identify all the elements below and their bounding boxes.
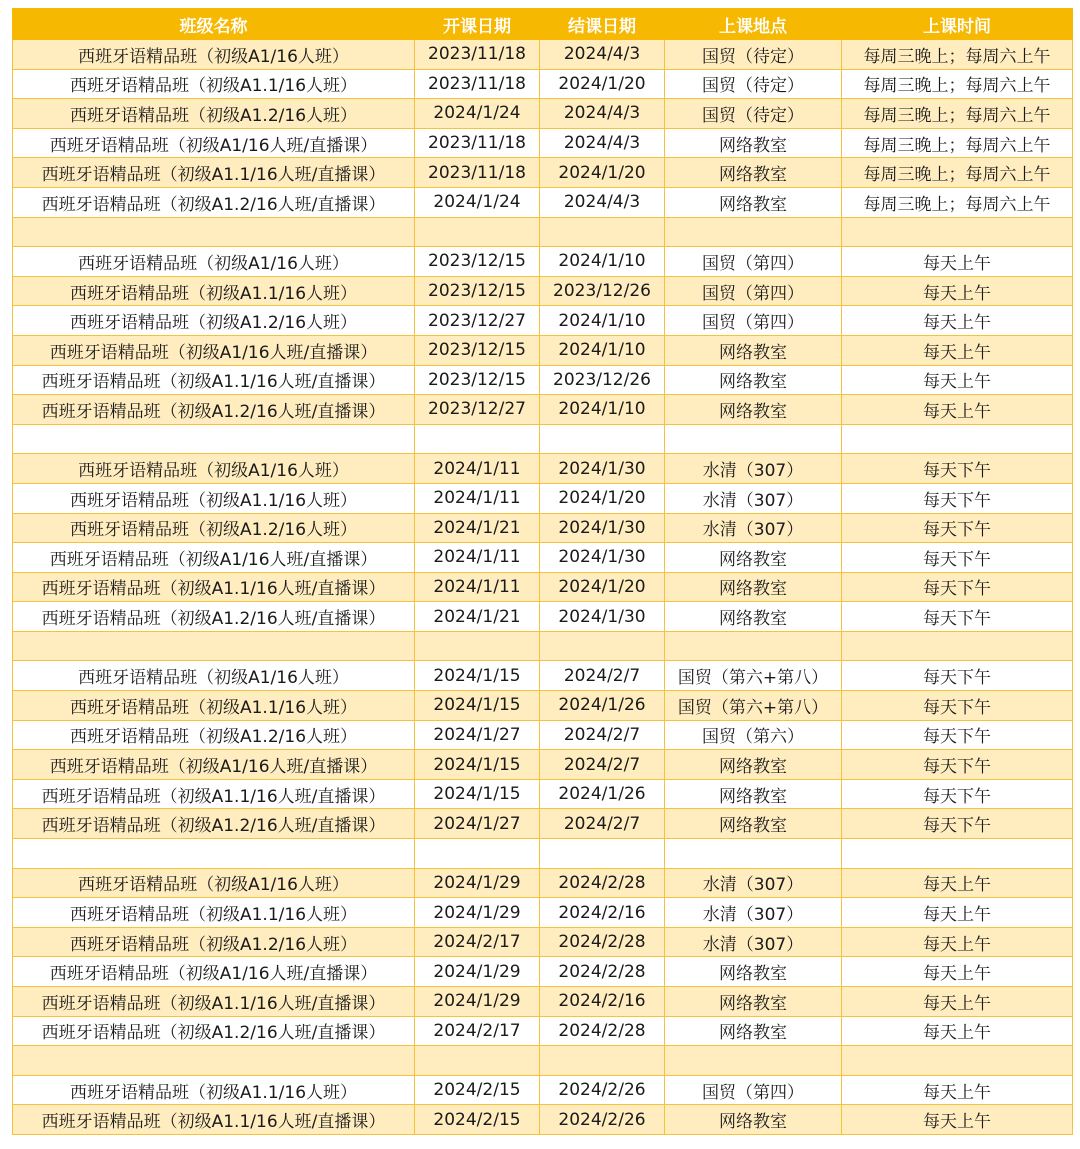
table-row — [13, 868, 1073, 898]
cell-end-date: 2024/2/16 — [540, 898, 665, 928]
cell-end-date: 2024/1/30 — [540, 543, 665, 573]
cell-start-date: 2024/1/11 — [415, 543, 540, 573]
table-row — [13, 40, 1073, 70]
cell-start-date: 2024/1/11 — [415, 483, 540, 513]
col-header-end-date: 结课日期 — [540, 9, 665, 40]
cell-schedule-time: 每天上午 — [842, 247, 1073, 277]
cell-class-name: 西班牙语精品班（初级A1.2/16人班/直播课） — [13, 187, 415, 217]
cell-schedule-time: 每天上午 — [842, 1016, 1073, 1046]
cell-end-date: 2024/4/3 — [540, 187, 665, 217]
cell-class-name: 西班牙语精品班（初级A1.2/16人班/直播课） — [13, 602, 415, 632]
cell-end-date: 2023/12/26 — [540, 276, 665, 306]
cell-start-date: 2024/1/29 — [415, 868, 540, 898]
table-row — [13, 720, 1073, 750]
cell-start-date: 2024/1/15 — [415, 661, 540, 691]
cell-class-name: 西班牙语精品班（初级A1/16人班/直播课） — [13, 957, 415, 987]
cell-schedule-time: 每天下午 — [842, 779, 1073, 809]
cell-schedule-time: 每天下午 — [842, 483, 1073, 513]
cell-schedule-time — [842, 217, 1073, 247]
cell-class-name: 西班牙语精品班（初级A1.1/16人班） — [13, 898, 415, 928]
cell-schedule-time: 每天下午 — [842, 661, 1073, 691]
cell-class-name: 西班牙语精品班（初级A1.2/16人班） — [13, 306, 415, 336]
cell-location: 网络教室 — [665, 395, 842, 425]
cell-end-date: 2024/2/26 — [540, 1105, 665, 1135]
table-row — [13, 779, 1073, 809]
cell-location: 国贸（待定） — [665, 40, 842, 70]
table-row — [13, 1016, 1073, 1046]
cell-class-name: 西班牙语精品班（初级A1.2/16人班） — [13, 720, 415, 750]
cell-end-date: 2024/2/7 — [540, 661, 665, 691]
table-row — [13, 365, 1073, 395]
cell-class-name — [13, 1046, 415, 1076]
cell-class-name: 西班牙语精品班（初级A1.1/16人班/直播课） — [13, 779, 415, 809]
cell-class-name: 西班牙语精品班（初级A1.1/16人班/直播课） — [13, 158, 415, 188]
col-header-start-date: 开课日期 — [415, 9, 540, 40]
cell-location: 国贸（第六+第八） — [665, 661, 842, 691]
table-row — [13, 483, 1073, 513]
cell-schedule-time: 每天下午 — [842, 809, 1073, 839]
cell-class-name: 西班牙语精品班（初级A1.1/16人班） — [13, 691, 415, 721]
cell-start-date: 2023/12/27 — [415, 395, 540, 425]
cell-start-date: 2023/11/18 — [415, 69, 540, 99]
spacer-row — [13, 217, 1073, 247]
cell-end-date: 2024/4/3 — [540, 128, 665, 158]
cell-location — [665, 631, 842, 661]
cell-class-name: 西班牙语精品班（初级A1/16人班/直播课） — [13, 128, 415, 158]
cell-end-date: 2024/1/30 — [540, 454, 665, 484]
cell-start-date: 2024/2/17 — [415, 1016, 540, 1046]
cell-end-date: 2024/1/30 — [540, 602, 665, 632]
cell-schedule-time: 每天下午 — [842, 513, 1073, 543]
col-header-class-name: 班级名称 — [13, 9, 415, 40]
cell-start-date — [415, 839, 540, 869]
cell-start-date: 2023/11/18 — [415, 158, 540, 188]
cell-schedule-time: 每天上午 — [842, 957, 1073, 987]
cell-location: 网络教室 — [665, 365, 842, 395]
cell-schedule-time: 每天上午 — [842, 1105, 1073, 1135]
cell-schedule-time: 每天上午 — [842, 868, 1073, 898]
cell-location: 国贸（第六） — [665, 720, 842, 750]
cell-class-name: 西班牙语精品班（初级A1.1/16人班/直播课） — [13, 987, 415, 1017]
table-body — [13, 40, 1073, 1135]
cell-start-date: 2023/11/18 — [415, 40, 540, 70]
cell-end-date: 2024/1/30 — [540, 513, 665, 543]
cell-end-date: 2024/2/28 — [540, 957, 665, 987]
table-row — [13, 187, 1073, 217]
cell-class-name: 西班牙语精品班（初级A1/16人班/直播课） — [13, 750, 415, 780]
cell-schedule-time: 每天下午 — [842, 543, 1073, 573]
cell-class-name: 西班牙语精品班（初级A1.1/16人班） — [13, 69, 415, 99]
cell-class-name: 西班牙语精品班（初级A1/16人班/直播课） — [13, 543, 415, 573]
table-row — [13, 247, 1073, 277]
cell-schedule-time — [842, 424, 1073, 454]
cell-class-name — [13, 424, 415, 454]
table-row — [13, 809, 1073, 839]
table-row — [13, 602, 1073, 632]
cell-end-date: 2024/2/16 — [540, 987, 665, 1017]
cell-location: 国贸（第四） — [665, 276, 842, 306]
cell-end-date: 2023/12/26 — [540, 365, 665, 395]
cell-schedule-time: 每天上午 — [842, 927, 1073, 957]
cell-location: 国贸（第四） — [665, 1075, 842, 1105]
table-row — [13, 898, 1073, 928]
table-row — [13, 513, 1073, 543]
cell-end-date: 2024/1/10 — [540, 335, 665, 365]
cell-start-date: 2024/1/24 — [415, 187, 540, 217]
cell-schedule-time — [842, 1046, 1073, 1076]
cell-location: 网络教室 — [665, 750, 842, 780]
spacer-row — [13, 1046, 1073, 1076]
spacer-row — [13, 631, 1073, 661]
cell-location: 国贸（第四） — [665, 306, 842, 336]
table-row — [13, 987, 1073, 1017]
cell-location — [665, 839, 842, 869]
cell-end-date: 2024/1/10 — [540, 306, 665, 336]
cell-schedule-time: 每周三晚上；每周六上午 — [842, 99, 1073, 129]
table-row — [13, 1075, 1073, 1105]
schedule-table — [12, 8, 1073, 1135]
cell-class-name: 西班牙语精品班（初级A1.2/16人班/直播课） — [13, 809, 415, 839]
cell-schedule-time: 每天上午 — [842, 276, 1073, 306]
spacer-row — [13, 424, 1073, 454]
cell-class-name: 西班牙语精品班（初级A1/16人班） — [13, 868, 415, 898]
cell-start-date: 2024/1/11 — [415, 572, 540, 602]
cell-class-name — [13, 631, 415, 661]
cell-start-date: 2023/12/15 — [415, 335, 540, 365]
cell-schedule-time: 每周三晚上；每周六上午 — [842, 40, 1073, 70]
cell-location: 网络教室 — [665, 957, 842, 987]
cell-start-date: 2024/2/15 — [415, 1105, 540, 1135]
cell-class-name: 西班牙语精品班（初级A1.2/16人班） — [13, 99, 415, 129]
cell-end-date: 2024/2/26 — [540, 1075, 665, 1105]
cell-schedule-time: 每天上午 — [842, 395, 1073, 425]
cell-start-date: 2023/12/15 — [415, 365, 540, 395]
cell-location: 网络教室 — [665, 1016, 842, 1046]
cell-start-date — [415, 217, 540, 247]
cell-location: 网络教室 — [665, 809, 842, 839]
cell-location: 网络教室 — [665, 335, 842, 365]
cell-end-date — [540, 839, 665, 869]
cell-end-date: 2024/1/10 — [540, 395, 665, 425]
cell-start-date: 2024/1/15 — [415, 779, 540, 809]
cell-start-date: 2024/1/27 — [415, 720, 540, 750]
cell-start-date — [415, 424, 540, 454]
cell-location: 水清（307） — [665, 898, 842, 928]
cell-start-date: 2024/1/24 — [415, 99, 540, 129]
cell-schedule-time: 每天上午 — [842, 306, 1073, 336]
cell-end-date: 2024/1/20 — [540, 483, 665, 513]
cell-start-date: 2024/1/29 — [415, 957, 540, 987]
cell-end-date — [540, 1046, 665, 1076]
table-row — [13, 543, 1073, 573]
header-row — [13, 9, 1073, 40]
cell-schedule-time: 每天上午 — [842, 987, 1073, 1017]
cell-schedule-time: 每天下午 — [842, 454, 1073, 484]
cell-location: 网络教室 — [665, 187, 842, 217]
table-row — [13, 661, 1073, 691]
cell-class-name: 西班牙语精品班（初级A1.2/16人班/直播课） — [13, 1016, 415, 1046]
cell-location: 网络教室 — [665, 779, 842, 809]
cell-location — [665, 1046, 842, 1076]
cell-location: 国贸（待定） — [665, 69, 842, 99]
cell-class-name — [13, 217, 415, 247]
cell-schedule-time — [842, 839, 1073, 869]
cell-location: 水清（307） — [665, 483, 842, 513]
cell-end-date: 2024/1/10 — [540, 247, 665, 277]
cell-end-date: 2024/4/3 — [540, 99, 665, 129]
cell-schedule-time: 每天上午 — [842, 365, 1073, 395]
cell-class-name: 西班牙语精品班（初级A1.1/16人班/直播课） — [13, 365, 415, 395]
cell-start-date — [415, 1046, 540, 1076]
table-row — [13, 395, 1073, 425]
cell-class-name: 西班牙语精品班（初级A1.1/16人班） — [13, 276, 415, 306]
table-row — [13, 276, 1073, 306]
table-row — [13, 158, 1073, 188]
cell-end-date: 2024/2/28 — [540, 927, 665, 957]
cell-start-date: 2024/1/27 — [415, 809, 540, 839]
col-header-schedule-time: 上课时间 — [842, 9, 1073, 40]
cell-end-date: 2024/1/20 — [540, 572, 665, 602]
table-row — [13, 128, 1073, 158]
cell-schedule-time: 每天下午 — [842, 720, 1073, 750]
cell-end-date: 2024/1/20 — [540, 69, 665, 99]
cell-class-name: 西班牙语精品班（初级A1/16人班） — [13, 247, 415, 277]
cell-location: 网络教室 — [665, 987, 842, 1017]
cell-end-date: 2024/2/7 — [540, 720, 665, 750]
cell-location: 网络教室 — [665, 158, 842, 188]
cell-start-date: 2024/2/15 — [415, 1075, 540, 1105]
cell-start-date: 2024/1/21 — [415, 602, 540, 632]
spacer-row — [13, 839, 1073, 869]
cell-class-name: 西班牙语精品班（初级A1.1/16人班） — [13, 483, 415, 513]
cell-location: 网络教室 — [665, 1105, 842, 1135]
cell-end-date: 2024/1/26 — [540, 779, 665, 809]
cell-location: 水清（307） — [665, 513, 842, 543]
cell-schedule-time: 每天下午 — [842, 691, 1073, 721]
cell-end-date: 2024/2/7 — [540, 809, 665, 839]
cell-location: 水清（307） — [665, 454, 842, 484]
cell-class-name: 西班牙语精品班（初级A1/16人班） — [13, 661, 415, 691]
cell-class-name: 西班牙语精品班（初级A1/16人班） — [13, 40, 415, 70]
cell-location: 网络教室 — [665, 128, 842, 158]
cell-schedule-time: 每天下午 — [842, 572, 1073, 602]
cell-schedule-time: 每周三晚上；每周六上午 — [842, 69, 1073, 99]
table-row — [13, 306, 1073, 336]
cell-location: 网络教室 — [665, 543, 842, 573]
cell-schedule-time — [842, 631, 1073, 661]
cell-start-date: 2024/2/17 — [415, 927, 540, 957]
cell-end-date: 2024/2/7 — [540, 750, 665, 780]
table-row — [13, 750, 1073, 780]
cell-end-date: 2024/1/26 — [540, 691, 665, 721]
cell-class-name: 西班牙语精品班（初级A1.2/16人班） — [13, 513, 415, 543]
cell-end-date: 2024/2/28 — [540, 1016, 665, 1046]
cell-location — [665, 424, 842, 454]
cell-location: 水清（307） — [665, 868, 842, 898]
cell-end-date: 2024/4/3 — [540, 40, 665, 70]
cell-location: 国贸（待定） — [665, 99, 842, 129]
cell-class-name: 西班牙语精品班（初级A1.1/16人班/直播课） — [13, 572, 415, 602]
cell-class-name — [13, 839, 415, 869]
cell-start-date: 2024/1/21 — [415, 513, 540, 543]
cell-start-date: 2024/1/11 — [415, 454, 540, 484]
table-row — [13, 927, 1073, 957]
cell-schedule-time: 每天下午 — [842, 750, 1073, 780]
cell-schedule-time: 每周三晚上；每周六上午 — [842, 128, 1073, 158]
cell-end-date — [540, 217, 665, 247]
col-header-location: 上课地点 — [665, 9, 842, 40]
cell-start-date — [415, 631, 540, 661]
table-row — [13, 335, 1073, 365]
cell-schedule-time: 每天上午 — [842, 898, 1073, 928]
cell-location — [665, 217, 842, 247]
cell-location: 网络教室 — [665, 602, 842, 632]
cell-class-name: 西班牙语精品班（初级A1.2/16人班/直播课） — [13, 395, 415, 425]
cell-start-date: 2024/1/15 — [415, 750, 540, 780]
table-row — [13, 69, 1073, 99]
cell-start-date: 2024/1/29 — [415, 898, 540, 928]
cell-end-date — [540, 424, 665, 454]
table-row — [13, 99, 1073, 129]
cell-class-name: 西班牙语精品班（初级A1/16人班） — [13, 454, 415, 484]
cell-start-date: 2024/1/15 — [415, 691, 540, 721]
cell-schedule-time: 每周三晚上；每周六上午 — [842, 187, 1073, 217]
cell-end-date — [540, 631, 665, 661]
cell-start-date: 2023/11/18 — [415, 128, 540, 158]
cell-start-date: 2023/12/15 — [415, 276, 540, 306]
cell-start-date: 2023/12/27 — [415, 306, 540, 336]
cell-class-name: 西班牙语精品班（初级A1.1/16人班/直播课） — [13, 1105, 415, 1135]
table-row — [13, 454, 1073, 484]
cell-class-name: 西班牙语精品班（初级A1/16人班/直播课） — [13, 335, 415, 365]
cell-end-date: 2024/2/28 — [540, 868, 665, 898]
cell-location: 国贸（第六+第八） — [665, 691, 842, 721]
table-row — [13, 572, 1073, 602]
cell-class-name: 西班牙语精品班（初级A1.2/16人班） — [13, 927, 415, 957]
cell-class-name: 西班牙语精品班（初级A1.1/16人班） — [13, 1075, 415, 1105]
cell-schedule-time: 每周三晚上；每周六上午 — [842, 158, 1073, 188]
cell-schedule-time: 每天上午 — [842, 335, 1073, 365]
cell-location: 水清（307） — [665, 927, 842, 957]
table-row — [13, 1105, 1073, 1135]
cell-start-date: 2023/12/15 — [415, 247, 540, 277]
table-row — [13, 691, 1073, 721]
cell-end-date: 2024/1/20 — [540, 158, 665, 188]
cell-location: 网络教室 — [665, 572, 842, 602]
cell-start-date: 2024/1/29 — [415, 987, 540, 1017]
table-row — [13, 957, 1073, 987]
cell-schedule-time: 每天上午 — [842, 1075, 1073, 1105]
cell-location: 国贸（第四） — [665, 247, 842, 277]
cell-schedule-time: 每天下午 — [842, 602, 1073, 632]
table-header — [13, 9, 1073, 40]
